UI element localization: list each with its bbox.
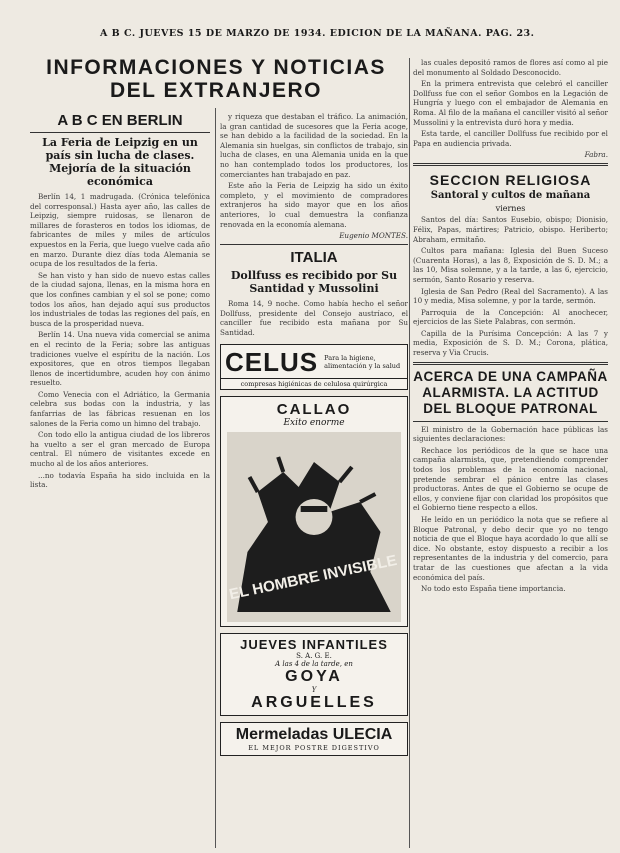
celus-subtitle: compresas higiénicas de celulosa quirúrgica <box>221 378 407 389</box>
celus-logo: CELUS <box>225 346 319 377</box>
paragraph: Roma 14, 9 noche. Como había hecho el señor Dollfuss, presidente del Consejo austríaco, el canciller fue recibido esta mañana por Su Santidad. <box>220 299 408 337</box>
religious-article <box>413 215 608 357</box>
paragraph: Rechace los periódicos de la que se hace una campaña alarmista, que, pretendiendo comprender todos los problemas de la economía nacional, pretende sembrar el pánico entre las clases productoras. Antes de que el Gobierno se ocupe de ellos, y conviene fijar con claridad los propósitos que el Gobierno tiene respecto a ellos. <box>413 445 608 513</box>
paragraph: y riqueza que destaban el tráfico. La animación, la gran cantidad de sucesores que la Feria acoge, se han debido a la facilidad de la sociedad. En la Alemania sin huelgas, sin conflictos de trabajo, sin lucha de clases, en una Alemania unida en la que no han contemplado todos los productores, los comerciantes han trabajado en paz. <box>220 112 408 179</box>
rule <box>413 163 608 166</box>
celus-ad <box>220 344 408 390</box>
paragraph: He leído en un periódico la nota que se refiere al Bloque Patronal, y debo decir que yo no tengo noticia de que el Bloque haya acordado lo que allí se dice. No obstante, estoy dispuesto a recibir a los representantes de la industria y del comercio, para tratar de las cuestiones que afectan a la vida económica del país. <box>413 515 608 582</box>
poster-title: EL HOMBRE INVISIBLE <box>227 551 399 603</box>
campaign-article <box>413 425 608 594</box>
page-header: A B C. JUEVES 15 DE MARZO DE 1934. EDICION DE LA MAÑANA. PAG. 23. <box>100 28 535 39</box>
main-title-line2: DEL EXTRANJERO <box>110 79 322 102</box>
column-middle <box>220 112 408 852</box>
venue-goya: GOYA <box>285 667 343 685</box>
rule <box>413 362 608 365</box>
invisible-man-poster <box>227 432 401 622</box>
venue-and: Y <box>311 685 317 694</box>
mermeladas-slogan: EL MEJOR POSTRE DIGESTIVO <box>248 743 380 752</box>
rule <box>30 132 210 133</box>
campaign-headline: ACERCA DE UNA CAMPAÑA ALARMISTA. LA ACTITUD DEL BLOQUE PATRONAL <box>413 368 608 416</box>
religious-subtitle: Santoral y cultos de mañana <box>430 190 591 202</box>
paragraph: Berlín 14. Una nueva vida comercial se anima en el recinto de la Feria; sobre las antiguas tradiciones vuelve el espíritu de la nación. Los expositores, que en otros tiempos llegaban llenos de incertidumbre, acuden hoy con ánimo resuelto. <box>30 330 210 388</box>
mermeladas-ad <box>220 722 408 756</box>
column-berlin <box>30 108 210 850</box>
celus-tagline: Para la higiene, alimentación y la salud <box>324 354 401 370</box>
italia-article <box>220 299 408 337</box>
column-divider-1 <box>215 108 216 848</box>
dollfuss-continuation <box>413 58 608 148</box>
paragraph: Santos del día: Santos Eusebio, obispo; Dionisio, Félix, Papas, mártires; Patricio, obispo. Heriberto; Abraham, ermitaño. <box>413 215 608 244</box>
paragraph: Como Venecia con el Adriático, la Germania celebra sus bodas con la industria, y las fanfarrias de las fábricas resuenan en los salones de la Feria como un himno del trabajo. <box>30 389 210 428</box>
religious-day: viernes <box>495 204 526 214</box>
venue-arguelles: ARGUELLES <box>251 693 377 711</box>
paragraph: Cultos para mañana: Iglesia del Buen Suceso (Cuarenta Horas), a las 8, Exposición de S. D. M.; a las 10, Misa solemne, y a la tarde, a las 6, ejercicio, sermón, Santo Rosario y reserva. <box>413 246 608 284</box>
paragraph: las cuales depositó ramos de flores así como al pie del monumento al Soldado Desconocido. <box>413 58 608 77</box>
agency-sign: Fabra. <box>584 150 608 160</box>
mermeladas-title: Mermeladas ULECIA <box>235 725 393 743</box>
signature: Eugenio MONTES. <box>339 231 408 241</box>
berlin-section-title: A B C EN BERLIN <box>57 112 183 129</box>
paragraph: Este año la Feria de Leipzig ha sido un éxito completo, y el movimiento de compradores extranjeros ha sido mayor que en los años anteriores, lo cual demuestra la confianza renovada en la economía alemana. <box>220 181 408 229</box>
paragraph: Se han visto y han sido de nuevo estas calles de la ciudad sajona, llenas, en la misma hora en que los confines cambian y el sol se pone; como todos los años, han dejado aquí sus productos los industriales de todas las regiones del país, en busca de la prosperidad nueva. <box>30 270 210 328</box>
paragraph: Esta tarde, el canciller Dollfuss fue recibido por el Papa en audiencia privada. <box>413 129 608 148</box>
rule <box>413 421 608 422</box>
paragraph: No todo esto España tiene importancia. <box>421 584 566 594</box>
jueves-title: JUEVES INFANTILES <box>240 636 388 652</box>
jueves-infantiles-ad <box>220 633 408 716</box>
jueves-time: A las 4 de la tarde, en <box>275 659 353 668</box>
berlin-headline: La Feria de Leipzig en un país sin lucha de clases. Mejoría de la situación económica <box>42 136 198 188</box>
religious-section-title: SECCION RELIGIOSA <box>429 172 592 189</box>
paragraph: Parroquia de la Concepción: Al anochecer, ejercicios de las Siete Palabras, con sermón. <box>413 307 608 327</box>
paragraph: ...no todavía España ha sido incluida en la lista. <box>30 470 210 490</box>
callao-ad <box>220 396 408 627</box>
jueves-org: S. A. G. E. <box>296 651 332 660</box>
berlin-continuation <box>220 112 408 229</box>
paragraph: Capilla de la Purísima Concepción: A las 7 y media, Exposición de S. D. M.; Corona, plática, reserva y Via Crucis. <box>413 328 608 358</box>
main-title <box>30 56 402 102</box>
italia-section-title: ITALIA <box>290 249 338 267</box>
italia-headline: Dollfuss es recibido por Su Santidad y Mussolini <box>230 269 398 296</box>
column-divider-2 <box>409 58 410 848</box>
paragraph: En la primera entrevista que celebró el canciller Dollfuss fue con el señor Gombos en la Legación de Hungría y luego con el embajador de Alemania en Roma. Al filo de la mañana el canciller visitó al señor Mussolini y la entrevista duró hora y media. <box>413 79 608 127</box>
paragraph: Berlín 14, 1 madrugada. (Crónica telefónica del corresponsal.) Hasta ayer año, las calles de Leipzig, siempre ruidosas, se llenaron de millares de forasteros en todos los idiomas, de fabricantes de miles y miles de artículos expuestos en la Feria, que luego vuelve cada año en marzo. Durante diez días toda Alemania se ocupa de los resultados de la feria. <box>30 192 210 269</box>
berlin-article <box>30 192 210 490</box>
paragraph: El ministro de la Gobernación hace públicas las siguientes declaraciones: <box>413 424 608 444</box>
callao-title: CALLAO <box>276 400 352 418</box>
callao-subtitle: Exito enorme <box>283 417 345 428</box>
paragraph: Con todo ello la antigua ciudad de los libreros ha vuelto a ser el gran mercado de Europa central. El número de visitantes excede en mucho al de los años anteriores. <box>30 430 210 469</box>
main-title-line1: INFORMACIONES Y NOTICIAS <box>46 56 386 79</box>
paragraph: Iglesia de San Pedro (Real del Sacramento). A las 10 y media, Misa solemne, y por la tarde, sermón. <box>413 286 608 306</box>
column-right <box>413 58 608 848</box>
rule <box>220 244 408 245</box>
